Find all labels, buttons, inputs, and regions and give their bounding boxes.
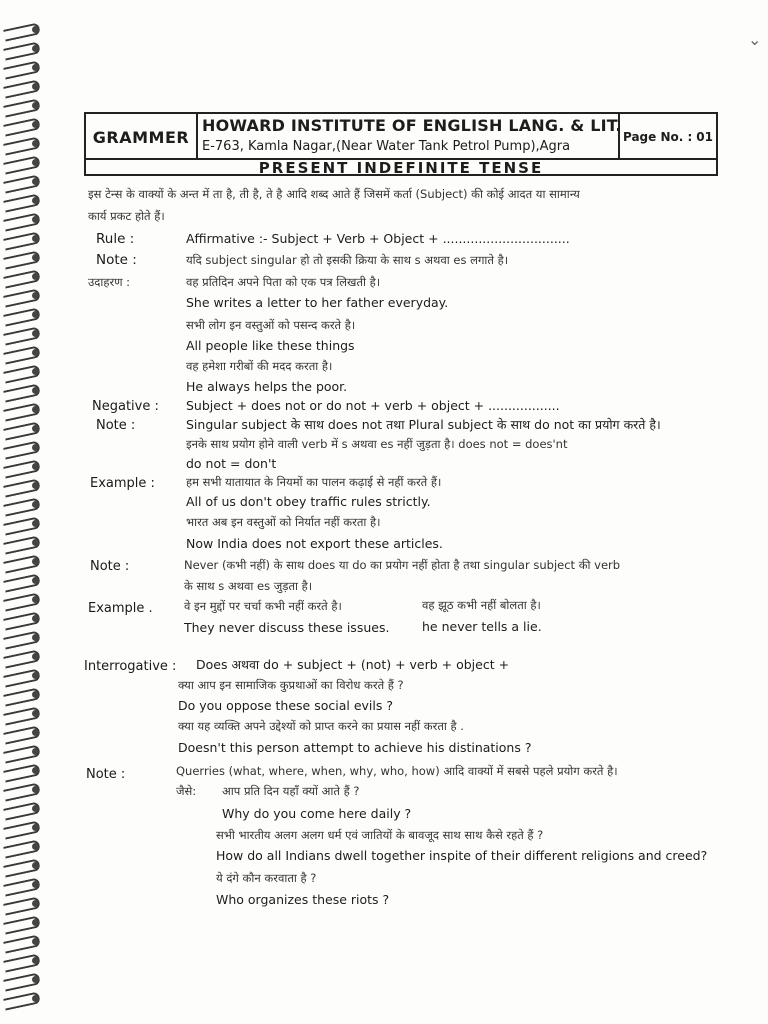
negative-label: Negative : bbox=[92, 399, 159, 414]
example-line: Now India does not export these articles. bbox=[186, 536, 443, 551]
note-line: do not = don't bbox=[186, 456, 277, 471]
note-line: के साथ s अथवा es जुड़ता है। bbox=[184, 579, 313, 593]
rule-label: Rule : bbox=[96, 231, 135, 247]
corner-mark-icon: ⌄ bbox=[748, 30, 762, 49]
example-line: सभी लोग इन वस्तुओं को पसन्द करते है। bbox=[186, 318, 356, 332]
example-line: हम सभी यातायात के नियमों का पालन कढ़ाई से नहीं करते हैं। bbox=[186, 475, 442, 489]
intro-line: इस टेन्स के वाक्यों के अन्त में ता है, ती है, ते है आदि शब्द आते हैं जिसमें कर्ता (Subject) की कोई आदत या सामान्य bbox=[88, 187, 580, 201]
example-line: he never tells a lie. bbox=[422, 619, 542, 634]
example-label: Example . bbox=[88, 601, 153, 616]
interrogative-line: क्या आप इन सामाजिक कुप्रथाओं का विरोध करते हैं ? bbox=[178, 678, 404, 692]
example-line: वह हमेशा गरीबों की मदद करता है। bbox=[186, 359, 333, 373]
page-number: 01 bbox=[696, 130, 713, 144]
example-line: He always helps the poor. bbox=[186, 379, 348, 394]
note-line: इनके साथ प्रयोग होने वाली verb में s अथवा es नहीं जुड़ता है। does not = does'nt bbox=[186, 437, 568, 451]
interrogative-text: Does अथवा do + subject + (not) + verb + object + bbox=[196, 657, 510, 672]
query-line: सभी भारतीय अलग अलग धर्म एवं जातियों के बावजूद साथ साथ कैसे रहते हैं ? bbox=[216, 828, 544, 842]
note-line: Never (कभी नहीं) के साथ does या do का प्रयोग नहीं होता है तथा singular subject की verb bbox=[184, 558, 621, 572]
query-line: ये दंगे कौन करवाता है ? bbox=[216, 871, 317, 885]
intro-line: कार्य प्रकट होते हैं। bbox=[88, 209, 165, 223]
interrogative-line: क्या यह व्यक्ति अपने उद्देश्यों को प्राप्त करने का प्रयास नहीं करता है . bbox=[178, 719, 464, 733]
interrogative-line: Doesn't this person attempt to achieve his distinations ? bbox=[178, 740, 532, 755]
rule-text: Affirmative :- Subject + Verb + Object + ................................ bbox=[186, 231, 570, 246]
example-line: वे इन मुद्दों पर चर्चा कभी नहीं करते है। bbox=[184, 599, 342, 613]
example-line: She writes a letter to her father everyday. bbox=[186, 295, 449, 310]
example-label: उदाहरण : bbox=[88, 275, 131, 289]
brand-label: GRAMMER bbox=[86, 114, 198, 160]
note-label: Note : bbox=[96, 252, 137, 268]
interrogative-line: Do you oppose these social evils ? bbox=[178, 698, 393, 713]
note-label: Note : bbox=[90, 559, 130, 574]
example-line: All people like these things bbox=[186, 338, 355, 353]
example-line: वह प्रतिदिन अपने पिता को एक पत्र लिखती है। bbox=[186, 275, 381, 289]
example-line: भारत अब इन वस्तुओं को निर्यात नहीं करता है। bbox=[186, 515, 381, 529]
query-line: आप प्रति दिन यहाँ क्यों आते हैं ? bbox=[222, 784, 360, 798]
example-label: Example : bbox=[90, 476, 155, 491]
interrogative-label: Interrogative : bbox=[84, 659, 177, 674]
query-line: Who organizes these riots ? bbox=[216, 892, 390, 907]
note-text: Querries (what, where, when, why, who, how) आदि वाक्यों में सबसे पहले प्रयोग करते है। bbox=[176, 764, 618, 778]
query-line: Why do you come here daily ? bbox=[222, 806, 412, 821]
note-text: यदि subject singular हो तो इसकी क्रिया के साथ s अथवा es लगाते है। bbox=[186, 253, 509, 267]
example-line: वह झूठ कभी नहीं बोलता है। bbox=[422, 598, 541, 612]
note-line: Singular subject के साथ does not तथा Plural subject के साथ do not का प्रयोग करते है। bbox=[186, 417, 661, 432]
example-line: They never discuss these issues. bbox=[184, 620, 390, 635]
institute-name: HOWARD INSTITUTE OF ENGLISH LANG. & LIT. bbox=[202, 116, 622, 135]
query-line: How do all Indians dwell together inspite of their different religions and creed? bbox=[216, 848, 708, 863]
jaise-label: जैसे: bbox=[176, 784, 197, 798]
page-title: PRESENT INDEFINITE TENSE bbox=[258, 159, 544, 177]
note-label: Note : bbox=[86, 767, 126, 782]
note-label: Note : bbox=[96, 418, 136, 433]
institute-address: E-763, Kamla Nagar,(Near Water Tank Petrol Pump),Agra bbox=[202, 139, 571, 154]
negative-text: Subject + does not or do not + verb + object + .................. bbox=[186, 398, 560, 413]
page-label: Page No. : bbox=[622, 130, 693, 144]
example-line: All of us don't obey traffic rules strictly. bbox=[186, 494, 431, 509]
